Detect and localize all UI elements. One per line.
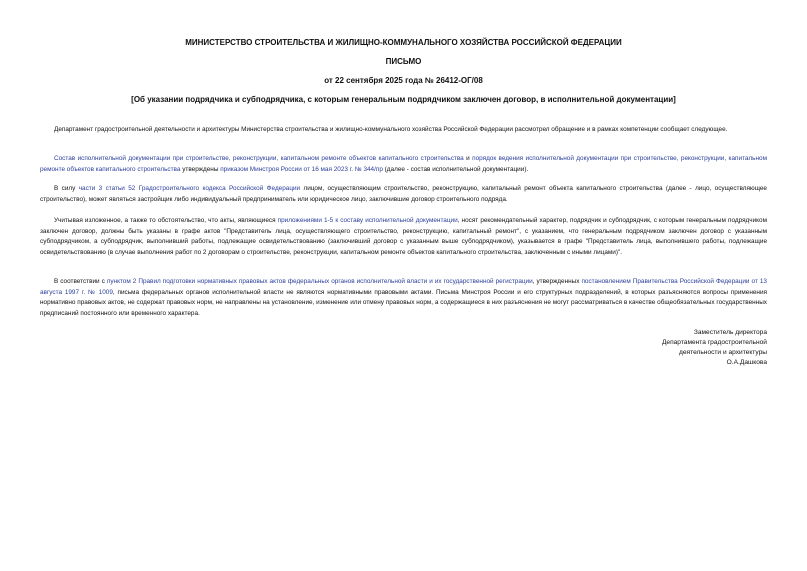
link-composition-of-documentation[interactable]: Состав исполнительной документации при строительстве, реконструкции, капитальном ремонте объектов капитального строительства: [54, 155, 464, 162]
link-order-344[interactable]: приказом Минстроя России от 16 мая 2023 г. № 344/пр: [220, 165, 383, 173]
paragraph-text: В соответствии с: [54, 278, 107, 285]
signature-block: [662, 328, 767, 368]
signature-name: О.А.Дашкова: [726, 359, 767, 366]
ministry-heading: МИНИСТЕРСТВО СТРОИТЕЛЬСТВА И ЖИЛИЩНО-КОММУНАЛЬНОГО ХОЗЯЙСТВА РОССИЙСКОЙ ФЕДЕРАЦИИ: [185, 38, 622, 47]
paragraph-text: , носят рекомендательный характер, подрядчик и субподрядчик, с которым генеральным подрядчиком заключен договор, должны быть указаны в графе актов "Представитель лица, осуществляющего строительство, реконструкцию, капитальный ремонт", с указанием, что генеральным подрядчиком заключен договор с указанным субподрядчиком, а субподрядчик, выполнивший работы, подлежащие освидетельствованию (заключивший договор с указанным выше субподрядчиком), указывается в графе "Представитель лица, выполнившего работы, подлежащие освидетельствованию (в случае выполнения работ по 2 договорам о строительстве, реконструкции, капитальном ремонте объектов капитального строительства, заключенным с иными лицами)".: [40, 217, 767, 256]
paragraph-text: утверждены: [180, 165, 221, 173]
link-resolution-1009[interactable]: постановлением Правительства Российской Федерации от 13 августа 1997 г. № 1009: [40, 278, 767, 296]
paragraph-text: Департамент градостроительной деятельности и архитектуры Министерства строительства и жилищно-коммунального хозяйства Российской Федерации рассмотрел обращение и в рамках компетенции сообщает следующее.: [54, 126, 728, 133]
signature-department-cont: деятельности и архитектуры: [679, 349, 767, 356]
link-appendices-1-5[interactable]: приложениями 1-5 к составу исполнительной документации: [277, 217, 458, 224]
paragraph-text: Учитывая изложенное, а также то обстоятельство, что акты, являющиеся: [54, 217, 278, 224]
paragraph-text: и: [463, 155, 473, 162]
paragraph-text: (далее - состав исполнительной документации).: [382, 165, 529, 173]
paragraph-text: лицом, осуществляющим строительство, реконструкцию, капитальный ремонт объекта капитального строительства (далее - лицо, осуществляющее строительство), может являться застройщик либо индивидуальный предприниматель или юридическое лицо, заключившие договор строительного подряда.: [40, 185, 767, 203]
link-article-52[interactable]: части 3 статьи 52 Градостроительного кодекса Российской Федерации: [78, 185, 301, 192]
document-type-heading: ПИСЬМО: [385, 57, 422, 66]
subject-heading: [Об указании подрядчика и субподрядчика, с которым генеральным подрядчиком заключен договор, в исполнительной документации]: [131, 95, 676, 104]
signature-department: Департамента градостроительной: [661, 339, 767, 346]
date-number-heading: от 22 сентября 2025 года № 26412-ОГ/08: [324, 76, 483, 85]
signature-position: Заместитель директора: [693, 329, 767, 336]
paragraph-legal-status: [40, 277, 767, 319]
paragraph-acts: [40, 216, 767, 258]
paragraph-text: , утвержденных: [532, 278, 582, 285]
link-rules-item-2[interactable]: пунктом 2 Правил подготовки нормативных правовых актов федеральных органов исполнительной власти и их государственной регистрации: [106, 278, 533, 285]
paragraph-text: В силу: [54, 185, 79, 192]
paragraph-composition: [40, 154, 767, 175]
paragraph-builder: [40, 184, 767, 205]
paragraph-intro: [40, 125, 767, 136]
paragraph-text: , письма федеральных органов исполнительной власти не являются нормативными правовыми актами. Письма Минстроя России и его структурных подразделений, в которых разъясняются вопросы применения нормативно правовых актов, не содержат правовых норм, не направлены на установление, изменение или отмену правовых норм, а содержащиеся в них разъяснения не могут рассматриваться в качестве общеобязательных государственных предписаний постоянного или временного характера.: [40, 288, 767, 317]
link-procedure-of-documentation[interactable]: порядок ведения исполнительной документации при строительстве, реконструкции, капитальном ремонте объектов капитального строительства: [40, 155, 767, 173]
